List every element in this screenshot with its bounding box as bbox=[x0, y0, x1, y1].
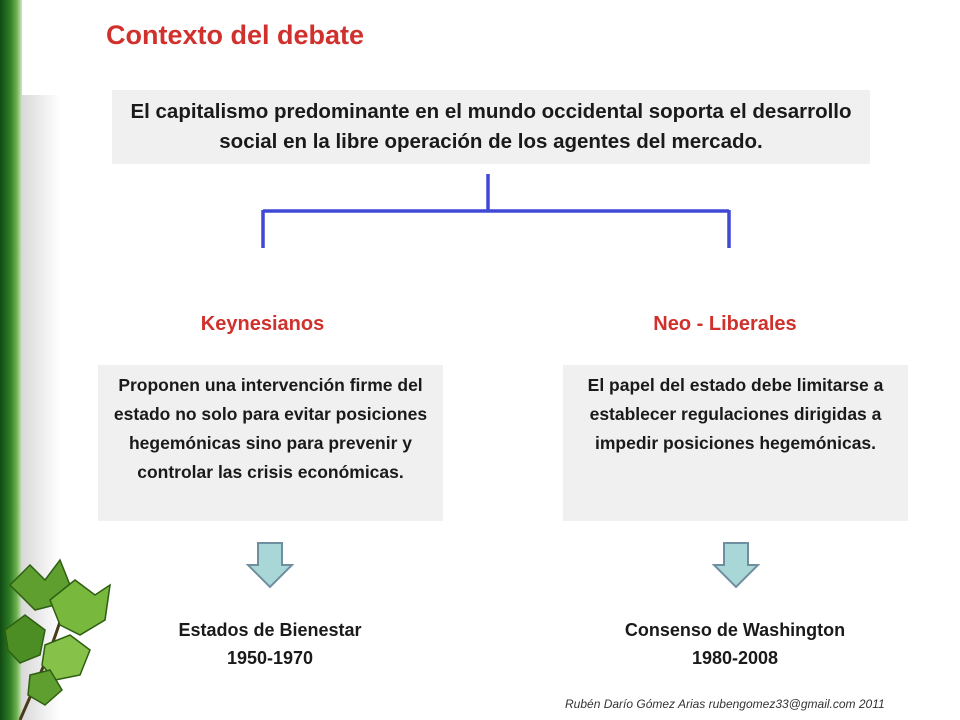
result-left bbox=[140, 616, 400, 672]
heading-neoliberales: Neo - Liberales bbox=[653, 313, 797, 335]
premise-box: El capitalismo predominante en el mundo occidental soporta el desarrollo social en la libre operación de los agentes del mercado. bbox=[112, 90, 870, 164]
down-arrow-icon bbox=[712, 541, 760, 589]
page-title: Contexto del debate bbox=[106, 20, 365, 50]
result-right bbox=[590, 616, 880, 672]
neoliberales-description: El papel del estado debe limitarse a establecer regulaciones dirigidas a impedir posiciones hegemónicas. bbox=[563, 365, 908, 521]
heading-keynesianos: Keynesianos bbox=[200, 313, 325, 335]
result-right-period: 1980-2008 bbox=[691, 648, 779, 668]
down-arrow-icon bbox=[246, 541, 294, 589]
keynesianos-description: Proponen una intervención firme del estado no solo para evitar posiciones hegemónicas sino para prevenir y controlar las crisis económicas. bbox=[98, 365, 443, 521]
footer-credit: Rubén Darío Gómez Arias rubengomez33@gmail.com 2011 bbox=[565, 697, 885, 711]
result-left-label: Estados de Bienestar bbox=[178, 620, 362, 640]
result-right-label: Consenso de Washington bbox=[624, 620, 846, 640]
result-left-period: 1950-1970 bbox=[226, 648, 314, 668]
